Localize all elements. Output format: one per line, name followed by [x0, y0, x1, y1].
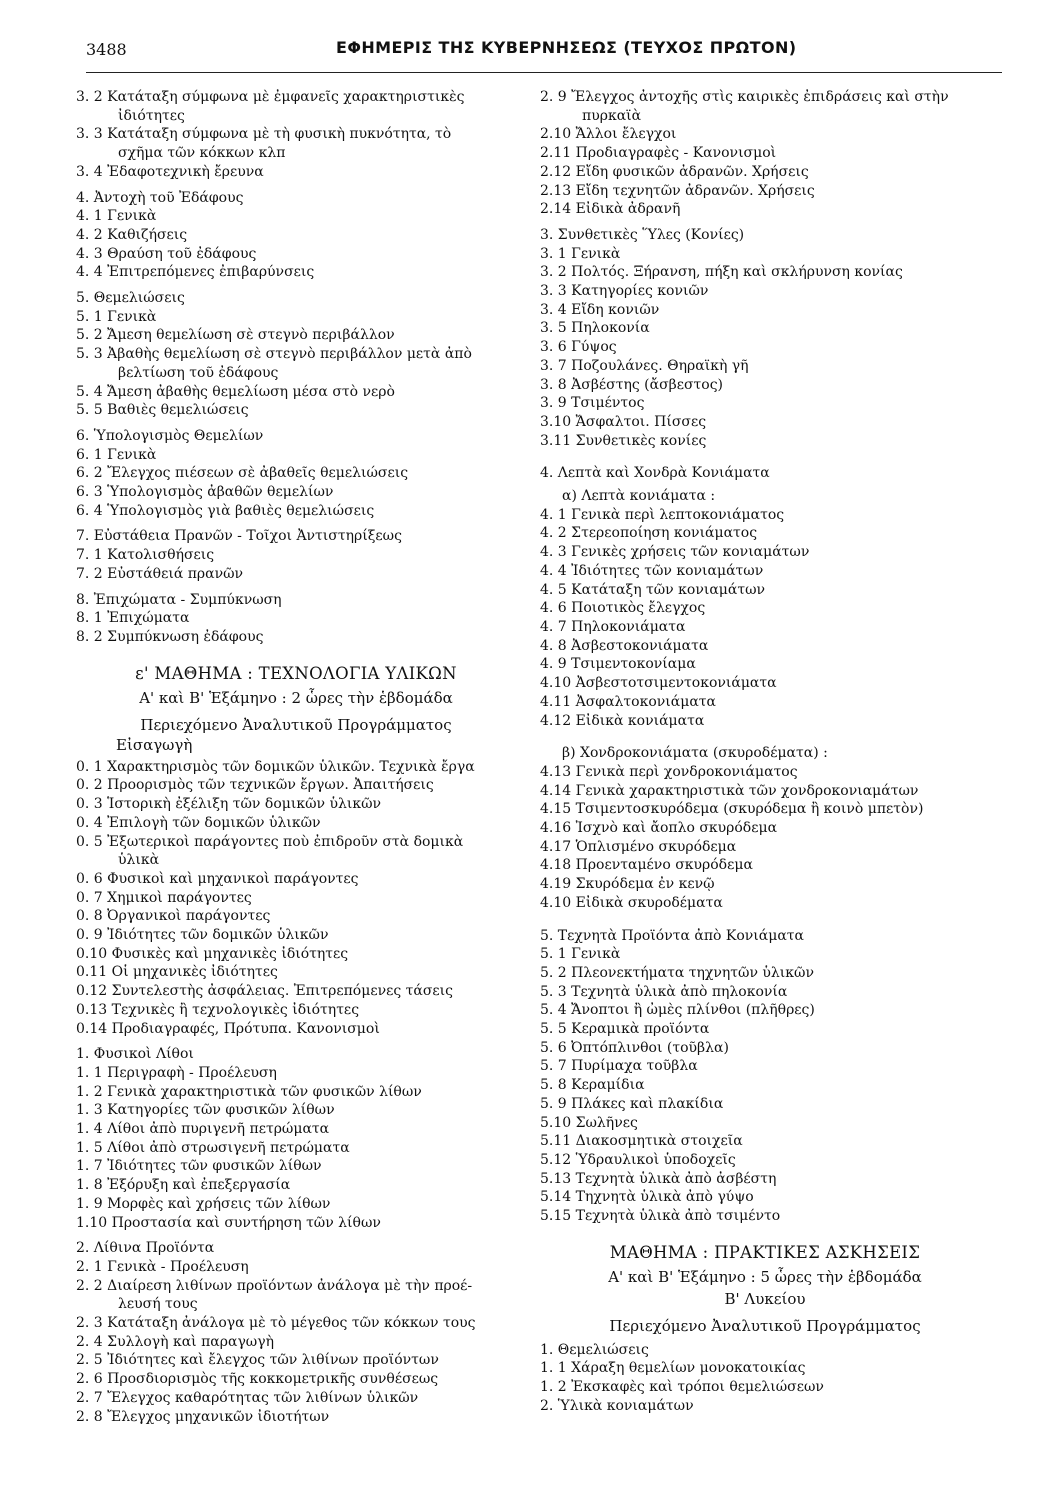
list-item: 2. 7 Ἔλεγχος καθαρότητας τῶν λιθίνων ὑλικῶν [76, 1389, 419, 1406]
intro-heading: Εἰσαγωγὴ [116, 735, 193, 754]
list-item: 6. 2 Ἔλεγχος πιέσεων σὲ ἀβαθεῖς θεμελιώσεις [76, 465, 409, 482]
list-item: 2.12 Εἴδη φυσικῶν ἀδρανῶν. Χρήσεις [540, 163, 809, 180]
section-heading: 1. Φυσικοὶ Λίθοι [76, 1046, 194, 1063]
list-item: 4. 2 Στερεοποίηση κονιάματος [540, 525, 758, 542]
list-item: 7. 1 Κατολισθήσεις [76, 547, 215, 564]
list-item: 5. 4 Ἄμεση ἀβαθὴς θεμελίωση μέσα στὸ νερὸ [76, 383, 395, 400]
section-heading: 1. Θεμελιώσεις [540, 1341, 649, 1358]
left-block-0 [76, 758, 516, 1039]
list-item: 5. 9 Πλάκες καὶ πλακίδια [540, 1095, 724, 1112]
list-item: 5. 3 Τεχνητὰ ὑλικὰ ἀπὸ πηλοκονία [540, 983, 788, 1000]
lesson-title: ΜΑΘΗΜΑ : ΠΡΑΚΤΙΚΕΣ ΑΣΚΗΣΕΙΣ [609, 1242, 921, 1262]
list-item: 4.16 Ἰσχνὸ καὶ ἄοπλο σκυρόδεμα [540, 820, 778, 837]
list-item: 4.12 Εἰδικὰ κονιάματα [540, 712, 705, 729]
list-item: 4. 3 Γενικὲς χρήσεις τῶν κονιαμάτων [540, 544, 810, 561]
list-item: 2.14 Εἰδικὰ ἀδρανῆ [540, 201, 681, 218]
list-item: 1. 8 Ἐξόρυξη καὶ ἐπεξεργασία [76, 1177, 291, 1194]
section-heading: 7. Εὐστάθεια Πρανῶν - Τοῖχοι Ἀντιστηρίξεως [76, 528, 402, 545]
list-item: 1. 9 Μορφὲς καὶ χρήσεις τῶν λίθων [76, 1195, 331, 1212]
right-block-4a [540, 464, 990, 730]
list-item: 3. 7 Ποζουλάνες. Θηραϊκὴ γῆ [540, 357, 749, 374]
left-block-5 [76, 289, 516, 420]
section-heading: 5. Τεχνητὰ Προϊόντα ἀπὸ Κονιάματα [540, 927, 805, 944]
list-item-continuation: πυρκαϊὰ [582, 107, 642, 124]
list-item: 2. 1 Γενικὰ - Προέλευση [76, 1258, 249, 1275]
section-heading: 2. Ὑλικὰ κονιαμάτων [540, 1397, 694, 1414]
list-item: 3. 1 Γενικὰ [540, 245, 621, 262]
list-item: 5.13 Τεχνητὰ ὑλικὰ ἀπὸ ἀσβέστη [540, 1170, 777, 1187]
list-item: 4. 6 Ποιοτικὸς ἔλεγχος [540, 600, 706, 617]
left-block-4 [76, 189, 516, 283]
list-item: 2.13 Εἴδη τεχνητῶν ἀδρανῶν. Χρήσεις [540, 182, 815, 199]
right-block-5 [540, 927, 990, 1226]
list-item: 8. 2 Συμπύκνωση ἐδάφους [76, 628, 264, 645]
list-item: 4.18 Προενταμένο σκυρόδεμα [540, 857, 753, 874]
list-item: 1. 2 Ἐκσκαφὲς καὶ τρόποι θεμελιώσεων [540, 1379, 824, 1396]
page-number: 3488 [86, 40, 127, 59]
list-item: 3. 5 Πηλοκονία [540, 320, 650, 337]
left-block-3 [76, 88, 516, 182]
list-item: 0. 2 Προορισμὸς τῶν τεχνικῶν ἔργων. Ἀπαιτήσεις [76, 777, 434, 794]
list-item: 0. 1 Χαρακτηρισμὸς τῶν δομικῶν ὑλικῶν. Τεχνικὰ ἔργα [76, 758, 475, 775]
list-item: 3. 4 Εἴδη κονιῶν [540, 301, 660, 318]
section-heading: 8. Ἐπιχώματα - Συμπύκνωση [76, 591, 282, 608]
list-item-continuation: λευσή τους [118, 1296, 198, 1313]
section-heading: 6. Ὑπολογισμὸς Θεμελίων [76, 427, 264, 444]
list-item: 2. 8 Ἔλεγχος μηχανικῶν ἰδιοτήτων [76, 1408, 330, 1425]
list-item-continuation: σχῆμα τῶν κόκκων κλπ [118, 145, 286, 162]
list-item: 4. 4 Ἐπιτρεπόμενες ἐπιβαρύνσεις [76, 264, 315, 281]
lesson-header [76, 661, 516, 755]
list-item: 5. 7 Πυρίμαχα τοῦβλα [540, 1058, 698, 1075]
list-item: 3. 2 Κατάταξη σύμφωνα μὲ ἐμφανεῖς χαρακτηριστικὲς [76, 89, 465, 105]
list-item: 0. 4 Ἐπιλογὴ τῶν δομικῶν ὑλικῶν [76, 814, 321, 831]
list-item-continuation: ἰδιότητες [118, 107, 185, 124]
header-rule [86, 72, 1002, 73]
list-item: 3.11 Συνθετικὲς κονίες [540, 432, 707, 449]
left-block-6 [76, 427, 516, 521]
list-item: 4. 2 Καθιζήσεις [76, 226, 188, 243]
list-item: 8. 1 Ἐπιχώματα [76, 610, 190, 627]
list-item: 0. 3 Ἱστορικὴ ἐξέλιξη τῶν δομικῶν ὑλικῶν [76, 796, 382, 813]
section-heading: 4. Λεπτὰ καὶ Χονδρὰ Κονιάματα [540, 465, 770, 482]
section-heading: 5. Θεμελιώσεις [76, 290, 185, 307]
list-item: 0.14 Προδιαγραφές, Πρότυπα. Κανονισμοὶ [76, 1020, 380, 1037]
list-item: 4.14 Γενικὰ χαρακτηριστικὰ τῶν χονδροκονιαμάτων [540, 782, 919, 799]
list-item: 3.10 Ἄσφαλτοι. Πίσσες [540, 413, 707, 430]
right-column [540, 88, 990, 1416]
list-item: 5.12 Ὑδραυλικοὶ ὑποδοχεῖς [540, 1151, 736, 1168]
list-item: 5. 8 Κεραμίδια [540, 1077, 645, 1094]
list-item: 5. 2 Πλεονεκτήματα τηχνητῶν ὑλικῶν [540, 964, 814, 981]
list-item: 0.11 Οἱ μηχανικὲς ἰδιότητες [76, 964, 278, 981]
list-item: 2. 5 Ἰδιότητες καὶ ἔλεγχος τῶν λιθίνων προϊόντων [76, 1352, 439, 1369]
list-item-continuation: ὑλικὰ [118, 852, 160, 869]
list-item: 5. 3 Ἀβαθὴς θεμελίωση σὲ στεγνὸ περιβάλλον μετὰ ἀπὸ [76, 346, 472, 363]
grade-label: Β' Λυκείου [724, 1289, 806, 1308]
subsection-heading: β) Χονδροκονιάματα (σκυροδέματα) : [562, 745, 828, 762]
list-item: 0.13 Τεχνικὲς ἢ τεχνολογικὲς ἰδιότητες [76, 1001, 360, 1018]
list-item: 5. 2 Ἄμεση θεμελίωση σὲ στεγνὸ περιβάλλον [76, 327, 395, 344]
list-item: 2.11 Προδιαγραφὲς - Κανονισμοὶ [540, 145, 777, 162]
list-item: 3. 8 Ἀσβέστης (ἄσβεστος) [540, 376, 724, 393]
list-item: 4. 4 Ἰδιότητες τῶν κονιαμάτων [540, 562, 764, 579]
list-item: 5. 1 Γενικὰ [540, 946, 621, 963]
left-column [76, 88, 516, 1426]
list-item: 4. 5 Κατάταξη τῶν κονιαμάτων [540, 581, 766, 598]
list-item: 4.11 Ἀσφαλτοκονιάματα [540, 693, 716, 710]
section-heading: 3. Συνθετικὲς Ὕλες (Κονίες) [540, 226, 745, 243]
list-item: 4.17 Ὁπλισμένο σκυρόδεμα [540, 838, 737, 855]
lesson-title: ε' ΜΑΘΗΜΑ : ΤΕΧΝΟΛΟΓΙΑ ΥΛΙΚΩΝ [135, 663, 457, 683]
list-item: 1. 1 Χάραξη θεμελίων μονοκατοικίας [540, 1360, 806, 1377]
list-item: 2.10 Ἄλλοι ἔλεγχοι [540, 126, 677, 143]
list-item: 1. 5 Λίθοι ἀπὸ στρωσιγενῆ πετρώματα [76, 1139, 350, 1156]
left-block-1 [76, 1045, 516, 1232]
practical-lesson-header [540, 1240, 990, 1336]
list-item: 2. 2 Διαίρεση λιθίνων προϊόντων ἀνάλογα μὲ τὴν προέ- [76, 1277, 473, 1294]
list-item: 5. 5 Βαθιὲς θεμελιώσεις [76, 402, 249, 419]
list-item: 5. 4 Ἄνοπτοι ἢ ὠμὲς πλίνθοι (πλῆθρες) [540, 1002, 815, 1019]
list-item: 5.10 Σωλῆνες [540, 1114, 638, 1131]
section-heading: 4. Ἀντοχὴ τοῦ Ἐδάφους [76, 189, 244, 206]
list-item: 6. 4 Ὑπολογισμὸς γιὰ βαθιὲς θεμελιώσεις [76, 502, 375, 519]
semester-hours: Α' καὶ Β' Ἑξάμηνο : 2 ὧρες τὴν ἑβδομάδα [139, 688, 453, 707]
left-block-8 [76, 591, 516, 647]
list-item: 5.11 Διακοσμητικὰ στοιχεῖα [540, 1133, 743, 1150]
list-item: 1.10 Προστασία καὶ συντήρηση τῶν λίθων [76, 1214, 381, 1231]
section-heading: 2. Λίθινα Προϊόντα [76, 1240, 215, 1257]
semester-hours: Α' καὶ Β' Ἑξάμηνο : 5 ὧρες τὴν ἑβδομάδα [608, 1267, 922, 1286]
list-item: 3. 4 Ἐδαφοτεχνικὴ ἔρευνα [76, 163, 264, 180]
list-item: 4.19 Σκυρόδεμα ἐν κενῷ [540, 876, 715, 893]
list-item: 3. 2 Πολτός. Ξήρανση, πήξη καὶ σκλήρυνση κονίας [540, 264, 903, 281]
list-item: 4. 1 Γενικὰ [76, 208, 157, 225]
list-item: 4.13 Γενικὰ περὶ χονδροκονιάματος [540, 763, 798, 780]
list-item: 4. 3 Θραύση τοῦ ἐδάφους [76, 245, 257, 262]
list-item: 3. 3 Κατάταξη σύμφωνα μὲ τὴ φυσικὴ πυκνότητα, τὸ [76, 126, 452, 143]
list-item: 6. 3 Ὑπολογισμὸς ἀβαθῶν θεμελίων [76, 484, 334, 501]
content-label: Περιεχόμενο Ἀναλυτικοῦ Προγράμματος [609, 1316, 921, 1335]
list-item: 7. 2 Εὐστάθειά πρανῶν [76, 565, 244, 582]
list-item: 1. 4 Λίθοι ἀπὸ πυριγενῆ πετρώματα [76, 1121, 330, 1138]
list-item: 5. 5 Κεραμικὰ προϊόντα [540, 1021, 710, 1038]
list-item: 1. 7 Ἰδιότητες τῶν φυσικῶν λίθων [76, 1158, 322, 1175]
list-item: 0.12 Συντελεστὴς ἀσφάλειας. Ἐπιτρεπόμενες τάσεις [76, 983, 453, 1000]
list-item: 1. 3 Κατηγορίες τῶν φυσικῶν λίθων [76, 1102, 335, 1119]
list-item: 2. 6 Προσδιορισμὸς τῆς κοκκομετρικῆς συνθέσεως [76, 1371, 439, 1388]
list-item: 0. 8 Ὀργανικοὶ παράγοντες [76, 908, 271, 925]
subsection-heading: α) Λεπτὰ κονιάματα : [562, 488, 716, 505]
list-item: 4. 9 Τσιμεντοκονίαμα [540, 656, 696, 673]
list-item: 6. 1 Γενικὰ [76, 446, 157, 463]
list-item: 0. 6 Φυσικοὶ καὶ μηχανικοὶ παράγοντες [76, 870, 359, 887]
list-item: 4. 1 Γενικὰ περὶ λεπτοκονιάματος [540, 506, 785, 523]
journal-title: ΕΦΗΜΕΡΙΣ ΤΗΣ ΚΥΒΕΡΝΗΣΕΩΣ (ΤΕΥΧΟΣ ΠΡΩΤΟΝ) [336, 38, 797, 57]
list-item: 4.15 Τσιμεντοσκυρόδεμα (σκυρόδεμα ἢ κοινὸ μπετὸν) [540, 801, 924, 818]
list-item: 4. 7 Πηλοκονιάματα [540, 618, 686, 635]
list-item: 5. 6 Ὀπτόπλινθοι (τοῦβλα) [540, 1039, 729, 1056]
list-item: 3. 6 Γύψος [540, 339, 617, 356]
list-item: 2. 3 Κατάταξη ἀνάλογα μὲ τὸ μέγεθος τῶν κόκκων τους [76, 1315, 476, 1332]
right-block-2 [540, 88, 990, 219]
list-item: 2. 9 Ἔλεγχος ἀντοχῆς στὶς καιρικὲς ἐπιδράσεις καὶ στὴν [540, 89, 949, 105]
list-item-continuation: βελτίωση τοῦ ἐδάφους [118, 364, 279, 381]
list-item: 0. 9 Ἰδιότητες τῶν δομικῶν ὑλικῶν [76, 927, 329, 944]
list-item: 0. 7 Χημικοὶ παράγοντες [76, 889, 252, 906]
list-item: 5. 1 Γενικὰ [76, 308, 157, 325]
list-item: 3. 9 Τσιμέντος [540, 395, 645, 412]
list-item: 5.15 Τεχνητὰ ὑλικὰ ἀπὸ τσιμέντο [540, 1208, 781, 1225]
right-block-3 [540, 226, 990, 450]
left-block-7 [76, 527, 516, 583]
list-item: 5.14 Τηχνητὰ ὑλικὰ ἀπὸ γύψο [540, 1189, 754, 1206]
list-item: 0. 5 Ἐξωτερικοὶ παράγοντες ποὺ ἐπιδροῦν στὰ δομικὰ [76, 833, 464, 850]
list-item: 4.10 Εἰδικὰ σκυροδέματα [540, 894, 723, 911]
list-item: 4. 8 Ἀσβεστοκονιάματα [540, 637, 709, 654]
list-item: 0.10 Φυσικὲς καὶ μηχανικὲς ἰδιότητες [76, 945, 349, 962]
left-block-2 [76, 1239, 516, 1426]
right-block-4b [540, 744, 990, 912]
list-item: 3. 3 Κατηγορίες κονιῶν [540, 283, 709, 300]
right-block-practical [540, 1341, 990, 1416]
content-label: Περιεχόμενο Ἀναλυτικοῦ Προγράμματος [140, 715, 452, 734]
page-header [86, 38, 1002, 68]
list-item: 1. 1 Περιγραφὴ - Προέλευση [76, 1064, 277, 1081]
list-item: 2. 4 Συλλογὴ καὶ παραγωγὴ [76, 1333, 274, 1350]
list-item: 1. 2 Γενικὰ χαρακτηριστικὰ τῶν φυσικῶν λίθων [76, 1083, 422, 1100]
list-item: 4.10 Ἀσβεστοτσιμεντοκονιάματα [540, 675, 777, 692]
